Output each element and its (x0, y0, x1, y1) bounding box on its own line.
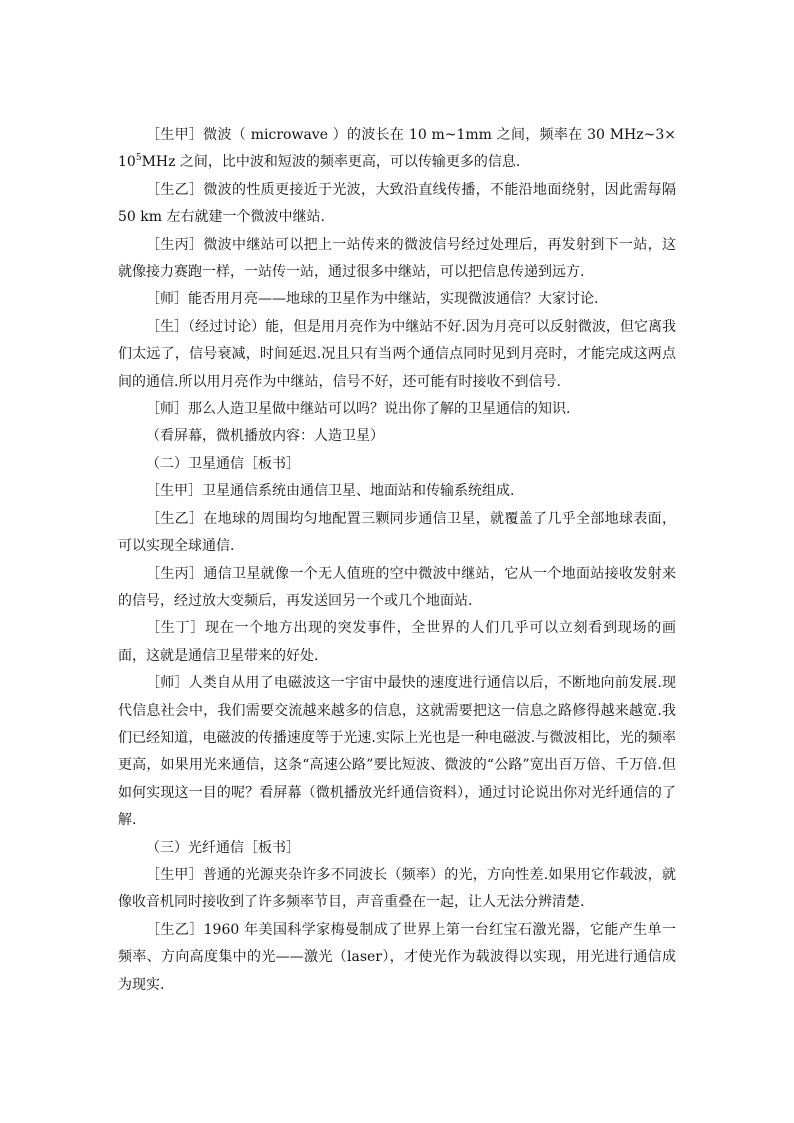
paragraph-11 (118, 561, 676, 616)
paragraph-4 (118, 286, 676, 313)
paragraph-16 (118, 917, 676, 999)
paragraph-9-text: ［生甲］卫星通信系统由通信卫星、地面站和传输系统组成. (146, 483, 515, 500)
paragraph-10-text: ［生乙］在地球的周围均匀地配置三颗同步通信卫星，就覆盖了几乎全部地球表面，可以实现全球通信. (118, 510, 676, 555)
paragraph-9 (118, 478, 676, 505)
paragraph-6 (118, 396, 676, 423)
paragraph-2-text: ［生乙］微波的性质更接近于光波，大致沿直线传播，不能沿地面绕射，因此需每隔 50 km 左右就建一个微波中继站. (118, 181, 676, 226)
paragraph-5 (118, 314, 676, 396)
paragraph-12-text: ［生丁］现在一个地方出现的突发事件，全世界的人们几乎可以立刻看到现场的画面，这就是通信卫星带来的好处. (118, 620, 676, 664)
paragraph-13-text: ［师］人类自从用了电磁波这一宇宙中最快的速度进行通信以后，不断地向前发展.现代信息社会中，我们需要交流越来越多的信息，这就需要把这一信息之路修得越来越宽.我们已经知道，电磁波的传播速度等于光速.实际上光也是一种电磁波.与微波相比，光的频率更高，如果用光来通信，这条“高速公路”要比短波、微波的“公路”宽出百万倍、千万倍.但如何实现这一目的呢？看屏幕（微机播放光纤通信资料），通过讨论说出你对光纤通信的了解. (118, 675, 676, 829)
paragraph-7-text: （看屏幕，微机播放内容：人造卫星） (146, 428, 384, 445)
paragraph-7 (118, 423, 676, 450)
paragraph-3 (118, 232, 676, 287)
paragraph-1-text-tail: MHz 之间，比中波和短波的频率更高，可以传输更多的信息. (141, 154, 521, 171)
paragraph-13 (118, 670, 676, 834)
paragraph-3-text: ［生丙］微波中继站可以把上一站传来的微波信号经过处理后，再发射到下一站，这就像接力赛跑一样，一站传一站，通过很多中继站，可以把信息传递到远方. (118, 236, 676, 281)
section-heading-optical-fiber (118, 835, 676, 862)
paragraph-16-text: ［生乙］1960 年美国科学家梅曼制成了世界上第一台红宝石激光器，它能产生单一频率、方向高度集中的光——激光（laser），才使光作为载波得以实现，用光进行通信成为现实. (118, 921, 676, 993)
paragraph-5-text: ［生］（经过讨论）能，但是用月亮作为中继站不好.因为月亮可以反射微波，但它离我们太远了，信号衰减，时间延迟.况且只有当两个通信点同时见到月亮时，才能完成这两点间的通信.所以用月亮作为中继站，信号不好，还可能有时接收不到信号. (118, 318, 676, 390)
paragraph-1 (118, 122, 676, 177)
paragraph-1-text: ［生甲］微波（ microwave ）的波长在 10 m~1mm 之间，频率在 30 MHz~3×10 (118, 127, 676, 171)
paragraph-15-text: ［生甲］普通的光源夹杂许多不同波长（频率）的光，方向性差.如果用它作载波，就像收音机同时接收到了许多频率节目，声音重叠在一起，让人无法分辨清楚. (118, 866, 676, 911)
paragraph-2 (118, 177, 676, 232)
paragraph-15 (118, 862, 676, 917)
paragraph-11-text: ［生丙］通信卫星就像一个无人值班的空中微波中继站，它从一个地面站接收发射来的信号，经过放大变频后，再发送回另一个或几个地面站. (118, 565, 676, 609)
superscript-exponent: 5 (135, 152, 142, 163)
document-page (118, 122, 676, 999)
section-heading-optical-fiber-text: （三）光纤通信［板书］ (146, 839, 300, 856)
section-heading-satellite-text: （二）卫星通信［板书］ (146, 455, 300, 472)
section-heading-satellite (118, 451, 676, 478)
paragraph-4-text: ［师］能否用月亮——地球的卫星作为中继站，实现微波通信？大家讨论. (146, 291, 599, 308)
paragraph-6-text: ［师］那么人造卫星做中继站可以吗？说出你了解的卫星通信的知识. (146, 401, 571, 418)
paragraph-10 (118, 506, 676, 561)
paragraph-12 (118, 615, 676, 670)
